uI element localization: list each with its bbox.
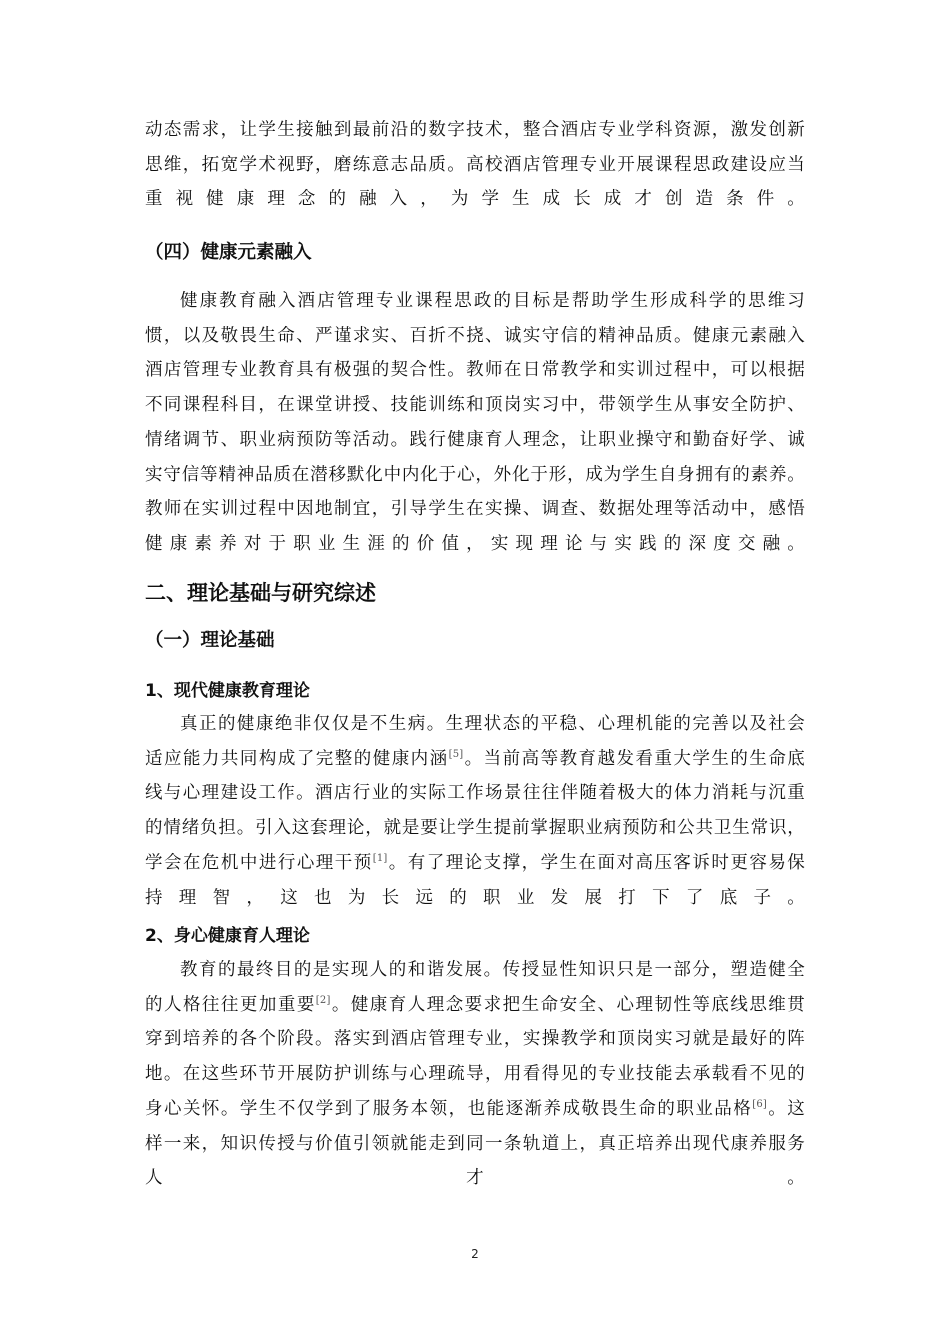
text-fragment: 。有了理论支撑，学生在面对高压客诉时更容易保 <box>387 852 805 873</box>
text-fragment: 。健康育人理念要求把生命安全、心理韧性等底线思维贯 <box>330 994 805 1015</box>
text-line: 教师在实训过程中因地制宜，引导学生在实操、调查、数据处理等活动中，感悟 <box>145 499 805 520</box>
citation-ref: [1] <box>372 852 388 864</box>
text-line: 教育的最终目的是实现人的和谐发展。传授显性知识只是一部分，塑造健全 <box>180 960 805 980</box>
chapter-heading: 二、理论基础与研究综述 <box>145 581 376 605</box>
text-line: 持理智，这也为长远的职业发展打下了底子。 <box>145 887 805 908</box>
text-fragment: 学会在危机中进行心理干预 <box>145 852 373 873</box>
section4-paragraph <box>145 284 805 562</box>
text-line: 健康素养对于职业生涯的价值，实现理论与实践的深度交融。 <box>145 533 805 554</box>
text-fragment: 的人格往往更加重要 <box>145 994 316 1015</box>
text-fragment: 适应能力共同构成了完整的健康内涵 <box>145 748 449 769</box>
theory1-paragraph <box>145 707 805 915</box>
citation-ref: [6] <box>752 1098 768 1110</box>
page-number: 2 <box>471 1247 479 1261</box>
theory2-heading: 2、身心健康育人理论 <box>145 926 310 946</box>
text-line: 情绪调节、职业病预防等活动。践行健康育人理念，让职业操守和勤奋好学、诚 <box>145 429 805 450</box>
text-fragment: 。当前高等教育越发看重大学生的生命底 <box>463 748 805 769</box>
text-line: 不同课程科目，在课堂讲授、技能训练和顶岗实习中，带领学生从事安全防护、 <box>145 395 805 416</box>
subsection-heading: （一）理论基础 <box>145 630 275 651</box>
text-line <box>145 846 805 881</box>
text-line: 惯，以及敬畏生命、严谨求实、百折不挠、诚实守信的精神品质。健康元素融入 <box>145 325 805 346</box>
citation-ref: [5] <box>448 748 464 760</box>
text-line <box>145 1092 805 1127</box>
text-line <box>145 742 805 777</box>
text-line: 实守信等精神品质在潜移默化中内化于心，外化于形，成为学生自身拥有的素养。 <box>145 464 805 485</box>
text-line <box>145 988 805 1023</box>
theory2-paragraph <box>145 953 805 1196</box>
text-line: 地。在这些环节开展防护训练与心理疏导，用看得见的专业技能去承载看不见的 <box>145 1064 805 1085</box>
section-heading: （四）健康元素融入 <box>145 242 312 263</box>
text-line: 酒店管理专业教育具有极强的契合性。教师在日常教学和实训过程中，可以根据 <box>145 360 805 381</box>
text-fragment: 。这 <box>767 1098 805 1119</box>
text-line: 的情绪负担。引入这套理论，就是要让学生提前掌握职业病预防和公共卫生常识， <box>145 818 805 839</box>
text-line: 样一来，知识传授与价值引领就能走到同一条轨道上，真正培养出现代康养服务 <box>145 1133 805 1154</box>
text-line: 真正的健康绝非仅仅是不生病。生理状态的平稳、心理机能的完善以及社会 <box>180 714 805 734</box>
text-line: 线与心理建设工作。酒店行业的实际工作场景往往伴随着极大的体力消耗与沉重 <box>145 783 805 804</box>
text-line: 动态需求，让学生接触到最前沿的数字技术，整合酒店专业学科资源，激发创新 <box>145 120 805 140</box>
citation-ref: [2] <box>315 994 331 1006</box>
text-line: 穿到培养的各个阶段。落实到酒店管理专业，实操教学和顶岗实习就是最好的阵 <box>145 1029 805 1050</box>
text-fragment: 身心关怀。学生不仅学到了服务本领，也能逐渐养成敬畏生命的职业品格 <box>145 1098 753 1119</box>
text-line: 思维，拓宽学术视野，磨练意志品质。高校酒店管理专业开展课程思政建设应当 <box>145 154 805 175</box>
intro-paragraph <box>145 113 805 217</box>
text-line: 人才。 <box>145 1168 805 1189</box>
text-line: 健康教育融入酒店管理专业课程思政的目标是帮助学生形成科学的思维习 <box>180 291 805 311</box>
theory1-heading: 1、现代健康教育理论 <box>145 681 310 701</box>
text-line: 重视健康理念的融入，为学生成长成才创造条件。 <box>145 189 805 210</box>
